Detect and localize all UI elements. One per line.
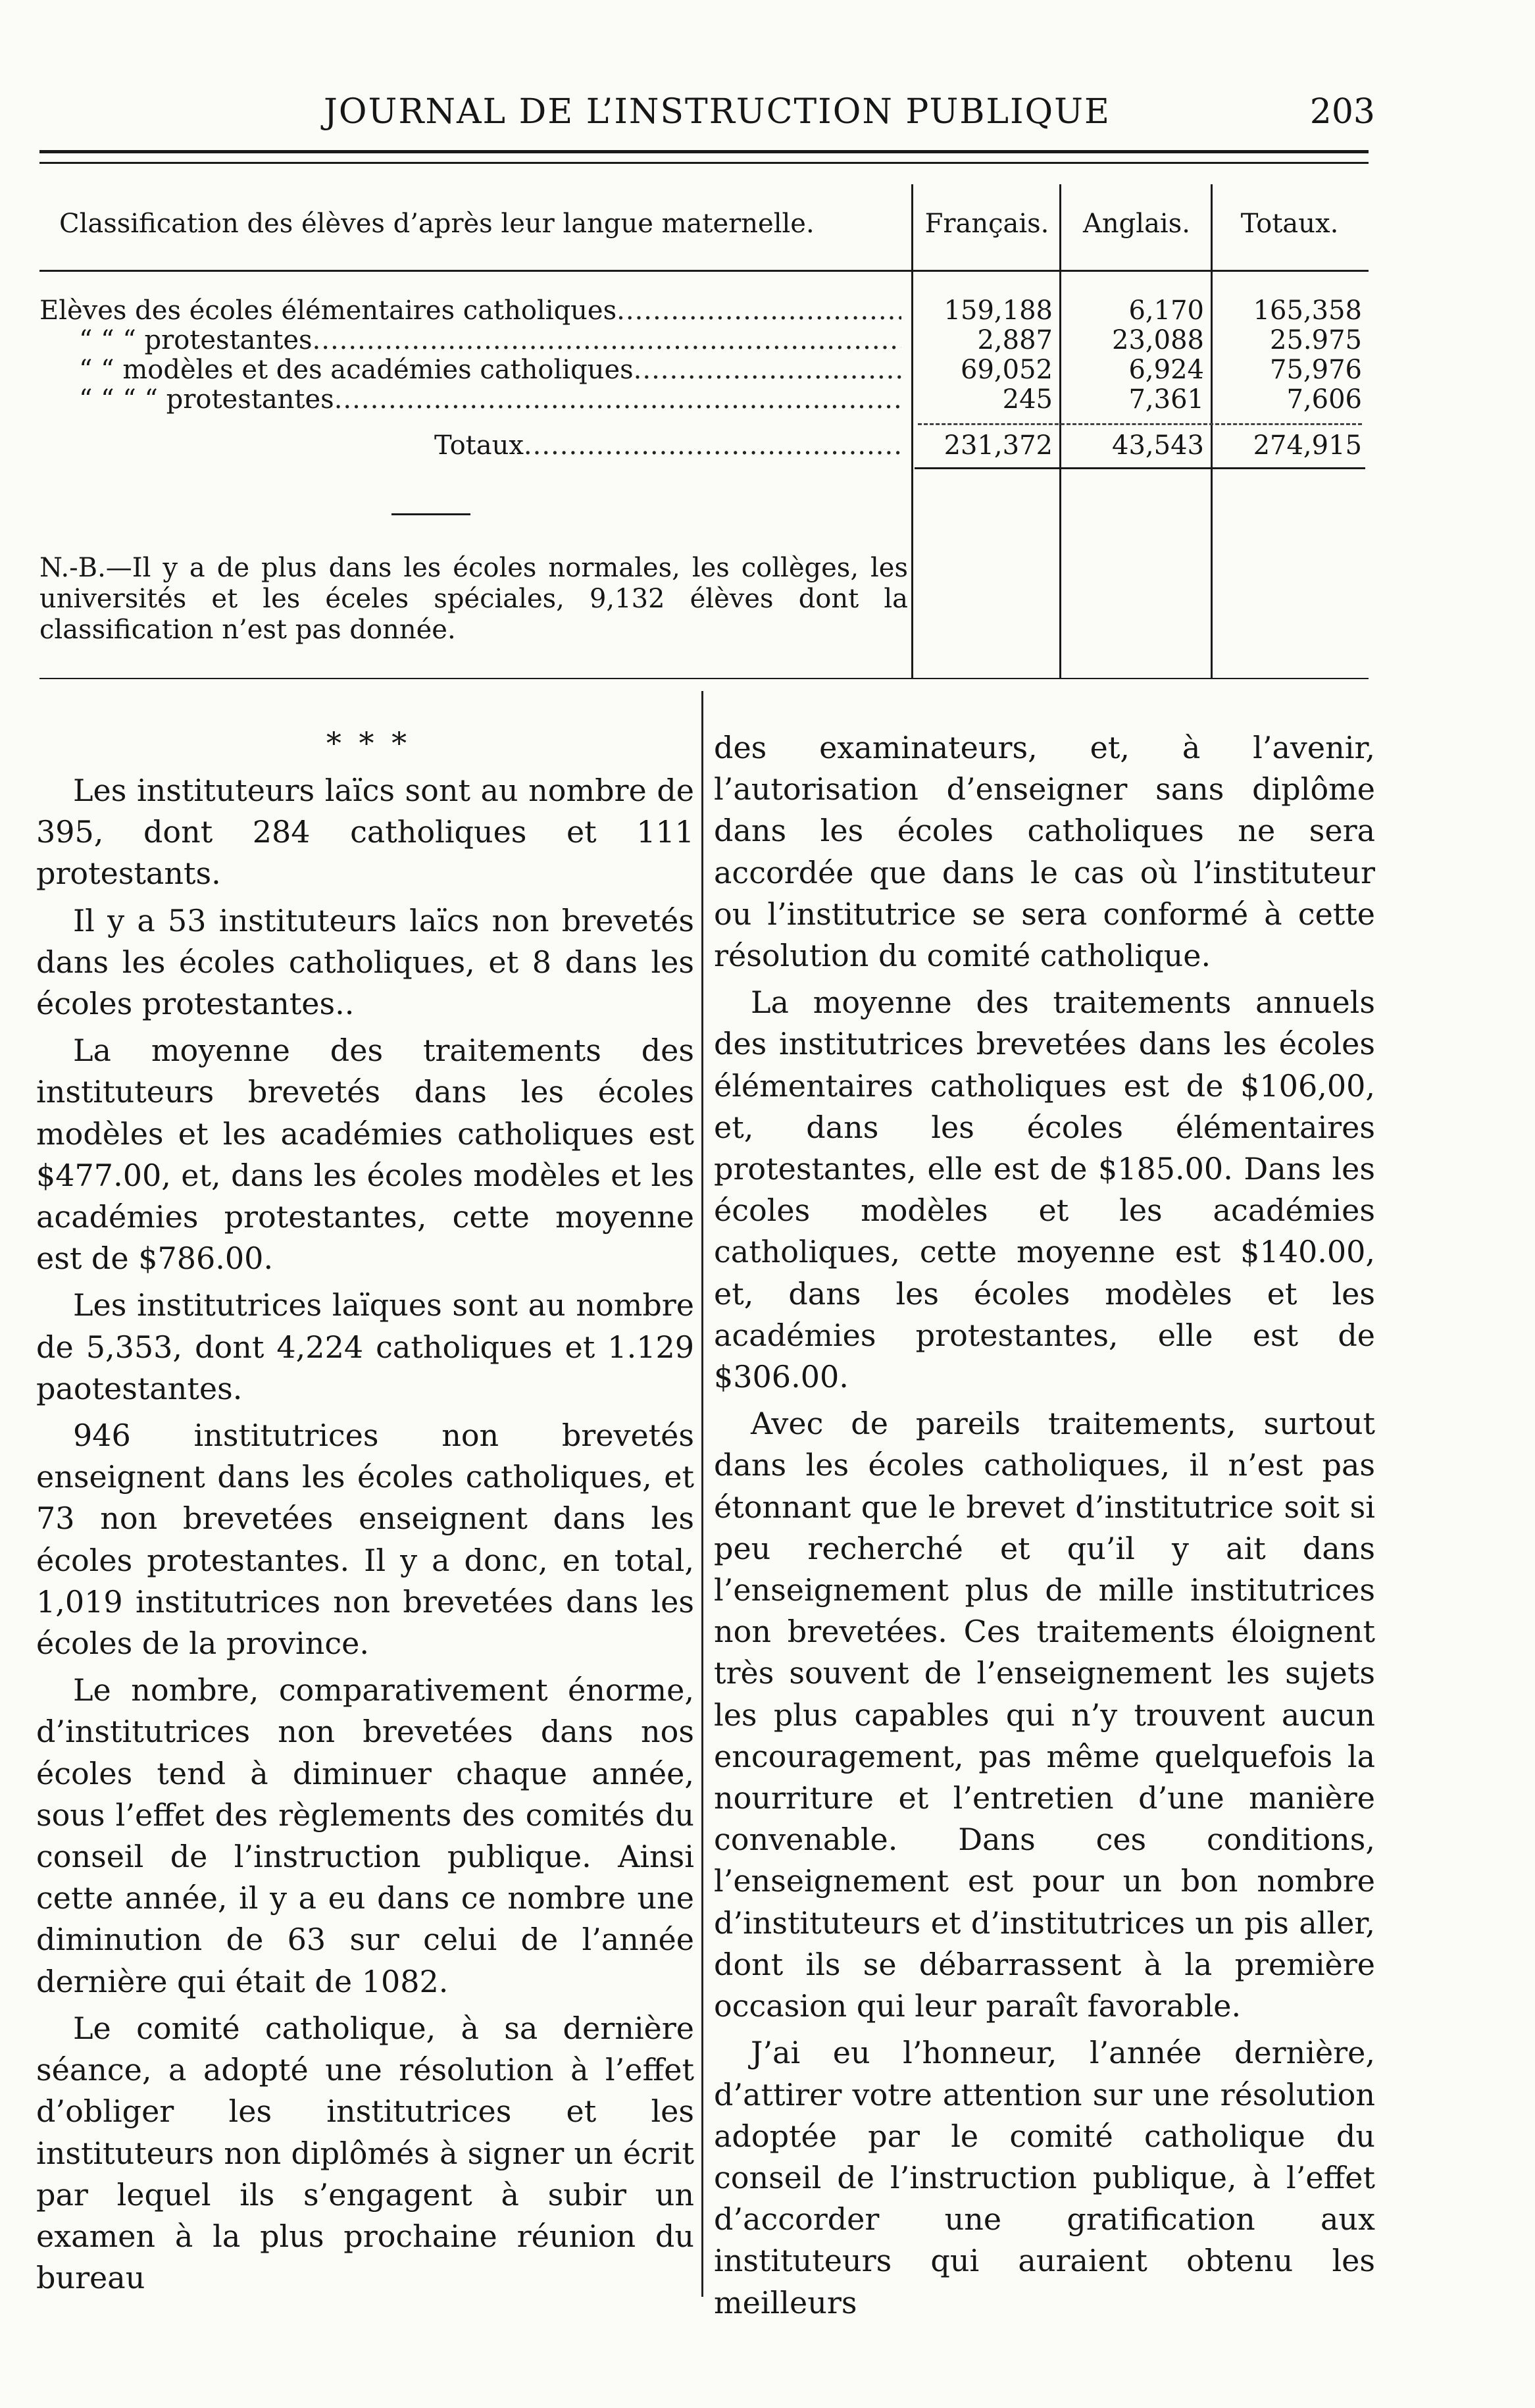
cell-anglais: 23,088 [1112, 325, 1204, 355]
paragraph: Avec de pareils traitements, surtout dans les écoles catholiques, il n’est pas étonnant que le brevet d’institutrice soit si peu recherché et qu’il y ait dans l’enseignement plus de mille institutrices non brevetées. Ces traitements éloignent très souvent de l’enseignement les sujets les plus capables qui n’y trouvent aucun encouragement, pas même quelquefois la nourriture et l’entretien d’une manière convenable. Dans ces conditions, l’enseignement est pour un bon nombre d’instituteurs et d’institutrices un pis aller, dont ils se débarrassent à la première occasion qui leur paraît favorable. [714, 1406, 1375, 2024]
section-ornament: * * * [326, 725, 411, 761]
row-label: “ “ “ protestantes [79, 325, 313, 355]
header-rule-thin [39, 162, 1369, 164]
column-header-francais: Français. [924, 209, 1049, 239]
cell-totaux: 7,606 [1286, 384, 1362, 415]
paragraph: Le nombre, comparativement énorme, d’institutrices non brevetées dans nos écoles tend à diminuer chaque année, sous l’effet des règlements des comités du conseil de l’instruction publique. Ainsi cette année, il y a eu dans ce nombre une diminution de 63 sur celui de l’année dernière qui était de 1082. [36, 1672, 694, 1999]
paragraph: des examinateurs, et, à l’avenir, l’autorisation d’enseigner sans diplôme dans les écoles catholiques ne sera accordée que dans le cas où l’instituteur ou l’institutrice se sera conformé à cette résolution du comité catholique. [714, 730, 1375, 974]
right-column [714, 727, 1375, 2329]
paragraph: J’ai eu l’honneur, l’année dernière, d’attirer votre attention sur une résolution adoptée par le comité catholique du conseil de l’instruction publique, à l’effet d’accorder une gratification aux instituteurs qui auraient obtenu les meilleurs [714, 2035, 1375, 2320]
paragraph: Les institutrices laïques sont au nombre de 5,353, dont 4,224 catholiques et 1.129 paotestantes. [36, 1287, 694, 1406]
paragraph: 946 institutrices non brevetés enseignent dans les écoles catholiques, et 73 non brevetées enseignent dans les écoles protestantes. Il y a donc, en total, 1,019 institutrices non brevetées dans les écoles de la province. [36, 1418, 694, 1662]
page-number: 203 [1309, 92, 1375, 132]
cell-anglais: 7,361 [1128, 384, 1204, 415]
column-header-totaux: Totaux. [1240, 209, 1339, 239]
cell-anglais: 6,170 [1128, 295, 1204, 326]
table-bottom-rule [39, 678, 1369, 679]
row-label: Elèves des écoles élémentaires catholiques [39, 295, 617, 326]
column-header-anglais: Anglais. [1083, 209, 1190, 239]
total-francais: 231,372 [944, 430, 1053, 461]
cell-totaux: 25.975 [1270, 325, 1362, 355]
total-label: Totaux [434, 430, 524, 461]
cell-francais: 2,887 [977, 325, 1053, 355]
short-rule [391, 513, 470, 515]
paragraph: La moyenne des traitements des instituteurs brevetés dans les écoles modèles et les académies catholiques est $477.00, et, dans les écoles modèles et les académies protestantes, cette moyenne est de $786.00. [36, 1033, 694, 1277]
cell-totaux: 75,976 [1270, 355, 1362, 385]
total-totaux: 274,915 [1253, 430, 1362, 461]
total-underline [915, 467, 1365, 469]
cell-francais: 245 [1002, 384, 1053, 415]
cell-totaux: 165,358 [1253, 295, 1362, 326]
paragraph: Les instituteurs laïcs sont au nombre de 395, dont 284 catholiques et 111 protestants. [36, 773, 694, 892]
table-heading: Classification des élèves d’après leur langue maternelle. [59, 209, 815, 239]
total-anglais: 43,543 [1112, 430, 1204, 461]
paragraph: Le comité catholique, à sa dernière séance, a adopté une résolution à l’effet d’obliger les institutrices et les instituteurs non diplômés à signer un écrit par lequel ils s’engagent à subir un examen à la plus prochaine réunion du bureau [36, 2010, 694, 2296]
table-divider [911, 184, 913, 678]
table-divider [1211, 184, 1213, 678]
paragraph: Il y a 53 instituteurs laïcs non brevetés dans les écoles catholiques, et 8 dans les écoles protestantes.. [36, 902, 694, 1022]
row-label: “ “ modèles et des académies catholiques [79, 355, 634, 385]
cell-francais: 159,188 [944, 295, 1053, 326]
paragraph: La moyenne des traitements annuels des institutrices brevetées dans les écoles élémentaires catholiques est de $106,00, et, dans les écoles élémentaires protestantes, elle est de $185.00. Dans les écoles modèles et les académies catholiques, cette moyenne est $140.00, et, dans les écoles modèles et les académies protestantes, elle est de $306.00. [714, 985, 1375, 1395]
note-text: N.-B.—Il y a de plus dans les écoles normales, les collèges, les universités et les éceles spéciales, 9,132 élèves dont la classification n’est pas donnée. [39, 553, 908, 645]
cell-anglais: 6,924 [1128, 355, 1204, 385]
running-title: JOURNAL DE L’INSTRUCTION PUBLIQUE [324, 92, 1111, 132]
column-divider [701, 691, 703, 2297]
table-divider [1059, 184, 1061, 678]
cell-francais: 69,052 [961, 355, 1053, 385]
table-note [39, 553, 908, 646]
left-column [36, 770, 694, 2304]
header-underline [39, 270, 1369, 272]
row-label: “ “ “ “ protestantes [79, 384, 334, 415]
total-separator [918, 423, 1362, 425]
header-rule-thick [39, 150, 1369, 153]
